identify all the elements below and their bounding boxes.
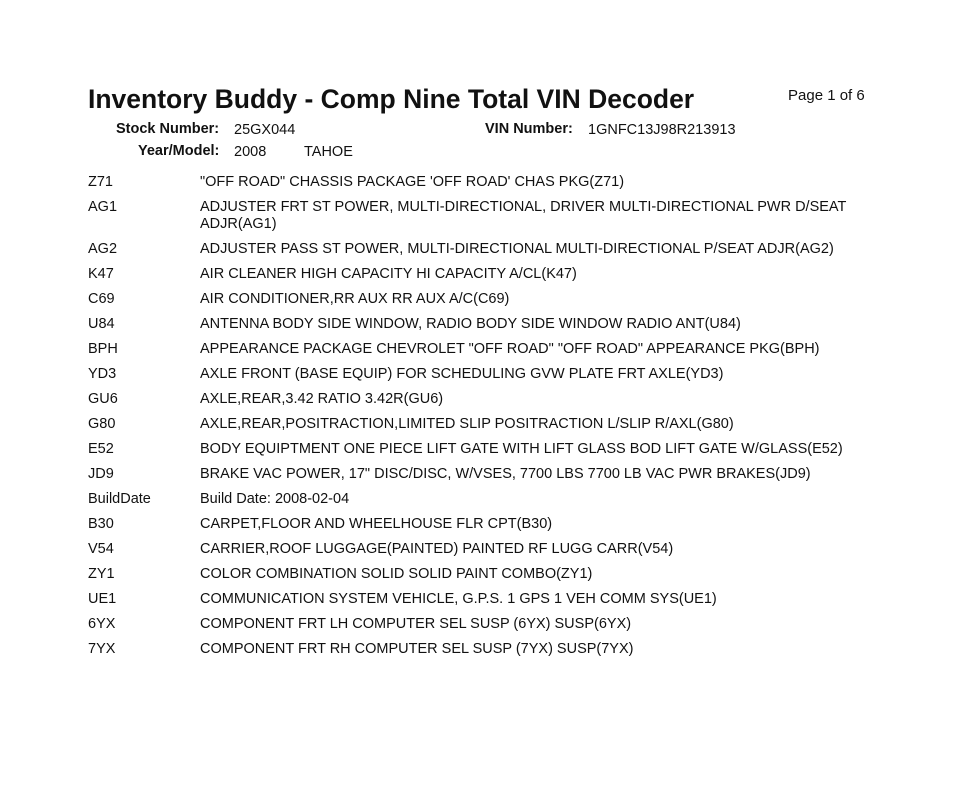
option-code: YD3	[88, 366, 117, 382]
vin-number-value: 1GNFC13J98R213913	[588, 122, 736, 138]
option-description: AXLE,REAR,3.42 RATIO 3.42R(GU6)	[200, 391, 444, 407]
option-code: C69	[88, 291, 115, 307]
option-description: BRAKE VAC POWER, 17" DISC/DISC, W/VSES, 7700 LBS 7700 LB VAC PWR BRAKES(JD9)	[200, 466, 811, 482]
option-code: V54	[88, 541, 114, 557]
option-row	[88, 566, 888, 583]
option-row	[88, 641, 888, 658]
option-description: BODY EQUIPTMENT ONE PIECE LIFT GATE WITH LIFT GLASS BOD LIFT GATE W/GLASS(E52)	[200, 441, 843, 457]
option-description: COMMUNICATION SYSTEM VEHICLE, G.P.S. 1 GPS 1 VEH COMM SYS(UE1)	[200, 591, 717, 607]
option-code: 7YX	[88, 641, 116, 657]
option-description: ADJUSTER PASS ST POWER, MULTI-DIRECTIONAL MULTI-DIRECTIONAL P/SEAT ADJR(AG2)	[200, 241, 834, 257]
option-description: AIR CLEANER HIGH CAPACITY HI CAPACITY A/CL(K47)	[200, 266, 577, 282]
option-description: "OFF ROAD" CHASSIS PACKAGE 'OFF ROAD' CHAS PKG(Z71)	[200, 174, 625, 190]
option-description: AXLE,REAR,POSITRACTION,LIMITED SLIP POSITRACTION L/SLIP R/AXL(G80)	[200, 416, 734, 432]
option-description: CARPET,FLOOR AND WHEELHOUSE FLR CPT(B30)	[200, 516, 553, 532]
option-code: E52	[88, 441, 114, 457]
option-row	[88, 491, 888, 508]
option-code: BuildDate	[88, 491, 151, 507]
page-title: Inventory Buddy - Comp Nine Total VIN Decoder	[88, 84, 695, 114]
option-code: BPH	[88, 341, 118, 357]
option-code: UE1	[88, 591, 117, 607]
option-row	[88, 591, 888, 608]
option-row	[88, 541, 888, 558]
option-code: Z71	[88, 174, 113, 190]
option-code: K47	[88, 266, 114, 282]
option-row	[88, 341, 888, 358]
option-row	[88, 441, 888, 458]
option-description: COMPONENT FRT LH COMPUTER SEL SUSP (6YX) SUSP(6YX)	[200, 616, 632, 632]
option-code: U84	[88, 316, 115, 332]
option-description: ADJUSTER FRT ST POWER, MULTI-DIRECTIONAL, DRIVER MULTI-DIRECTIONAL PWR D/SEAT ADJR(AG1)	[200, 199, 847, 232]
option-description: AIR CONDITIONER,RR AUX RR AUX A/C(C69)	[200, 291, 510, 307]
option-row	[88, 416, 888, 433]
option-description: AXLE FRONT (BASE EQUIP) FOR SCHEDULING GVW PLATE FRT AXLE(YD3)	[200, 366, 724, 382]
option-row	[88, 391, 888, 408]
year-model-label: Year/Model:	[138, 143, 220, 159]
option-row	[88, 316, 888, 333]
stock-number-value: 25GX044	[234, 122, 296, 138]
option-row	[88, 291, 888, 308]
option-code: AG1	[88, 199, 118, 215]
year-value: 2008	[234, 144, 267, 160]
option-row	[88, 466, 888, 483]
option-description: COLOR COMBINATION SOLID SOLID PAINT COMBO(ZY1)	[200, 566, 593, 582]
option-code: G80	[88, 416, 116, 432]
option-description: Build Date: 2008-02-04	[200, 491, 350, 507]
option-description: COMPONENT FRT RH COMPUTER SEL SUSP (7YX) SUSP(7YX)	[200, 641, 634, 657]
option-code: GU6	[88, 391, 118, 407]
model-value: TAHOE	[304, 144, 353, 160]
option-code: ZY1	[88, 566, 115, 582]
option-code: 6YX	[88, 616, 116, 632]
option-row	[88, 616, 888, 633]
option-code: AG2	[88, 241, 118, 257]
option-row	[88, 516, 888, 533]
option-description: APPEARANCE PACKAGE CHEVROLET "OFF ROAD" "OFF ROAD" APPEARANCE PKG(BPH)	[200, 341, 820, 357]
option-code: JD9	[88, 466, 114, 482]
option-description: ANTENNA BODY SIDE WINDOW, RADIO BODY SIDE WINDOW RADIO ANT(U84)	[200, 316, 741, 332]
option-code: B30	[88, 516, 114, 532]
option-row	[88, 241, 888, 258]
option-row	[88, 366, 888, 383]
page-number: Page 1 of 6	[788, 87, 865, 104]
option-row	[88, 266, 888, 283]
stock-number-label: Stock Number:	[116, 121, 220, 137]
option-row	[88, 199, 888, 233]
vin-number-label: VIN Number:	[485, 121, 573, 137]
option-description: CARRIER,ROOF LUGGAGE(PAINTED) PAINTED RF LUGG CARR(V54)	[200, 541, 674, 557]
option-row	[88, 174, 888, 191]
option-list	[88, 174, 888, 658]
